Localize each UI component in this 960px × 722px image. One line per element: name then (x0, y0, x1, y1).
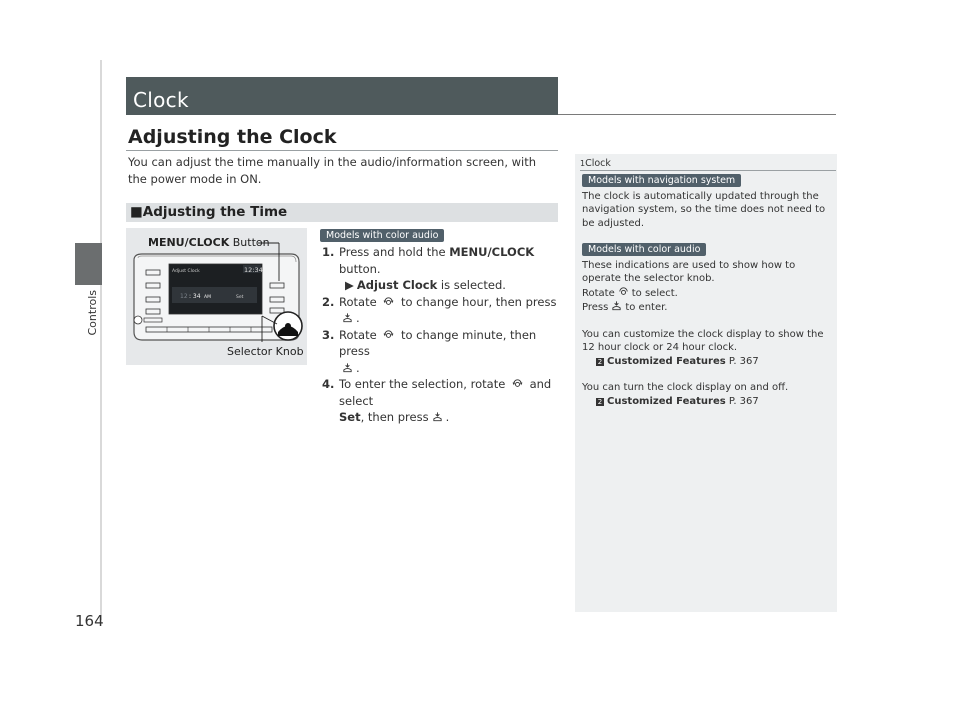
press-knob-icon (342, 362, 353, 374)
color-note: These indications are used to show how to operate the selector knob. (582, 259, 796, 284)
page-number: 164 (75, 612, 104, 630)
square-bullet-icon: ■ (130, 204, 143, 220)
step-1 (322, 244, 560, 294)
step-bold: MENU/CLOCK (449, 245, 535, 259)
intro-paragraph: You can adjust the time manually in the audio/information screen, with the power mode in ON. (128, 155, 537, 186)
rotate-knob-icon (618, 286, 629, 297)
onoff-note: You can turn the clock display on and off. (582, 382, 789, 393)
nav-badge-row (582, 174, 832, 188)
section-title: Clock (133, 88, 189, 112)
rotate-knob-icon (383, 329, 394, 340)
customized-features-ref-1[interactable] (582, 355, 832, 369)
note-text: to select. (631, 287, 678, 299)
note-text: to enter. (625, 302, 668, 313)
step-text: button. (339, 261, 381, 276)
press-knob-icon (432, 411, 443, 423)
step-bold: Set (339, 410, 361, 424)
step-text: . (445, 410, 450, 424)
step-text: to change hour, then press (400, 294, 557, 309)
step-number: 3. (322, 327, 335, 342)
chapter-tab (75, 243, 102, 285)
spacer (582, 368, 832, 381)
title-rule (558, 114, 836, 115)
note-text: Rotate (582, 287, 615, 299)
step-text: Press and hold the (339, 245, 450, 259)
step-text: To enter the selection, rotate (339, 377, 506, 391)
reference-arrow-icon: 2 (597, 397, 603, 406)
customized-features-ref-2[interactable] (582, 395, 832, 409)
step-number: 4. (322, 377, 335, 391)
notes-header-text: Clock (585, 158, 611, 169)
screen-ampm: AM (204, 295, 211, 300)
menu-clock-label-bold: MENU/CLOCK (148, 236, 230, 249)
step-text: to change minute, then press (339, 327, 537, 358)
step-text: . (356, 360, 360, 375)
color-audio-badge: Models with color audio (320, 229, 444, 242)
step-list (322, 244, 560, 426)
step-text: is selected. (437, 278, 506, 292)
spacer (582, 315, 832, 328)
step-1-result (339, 277, 560, 294)
chapter-label: Controls (86, 290, 99, 336)
customize-note: You can customize the clock display to show the 12 hour clock or 24 hour clock. (582, 328, 824, 353)
step-text: Rotate (339, 327, 377, 342)
ref-title: Customized Features (607, 355, 726, 367)
reference-arrow-icon: 2 (597, 357, 603, 366)
rotate-knob-icon (383, 296, 394, 307)
step-number: 1. (322, 245, 335, 259)
ref-title: Customized Features (607, 395, 726, 407)
button-word: Button (229, 236, 270, 249)
spacer (582, 230, 832, 243)
notes-body (582, 174, 832, 408)
rotate-note (582, 286, 832, 301)
ref-page: P. 367 (725, 395, 759, 407)
step-text: Rotate (339, 294, 377, 309)
step-bold: Adjust Clock (356, 278, 438, 292)
screen-set: Set (236, 295, 244, 300)
press-knob-icon (611, 300, 622, 312)
note-text: Press (582, 302, 609, 313)
step-4 (322, 376, 560, 426)
screen-hour: 12 (180, 293, 188, 300)
section-title-bar (126, 77, 558, 115)
step-text: , then press (360, 410, 429, 424)
screen-minute: : 34 (189, 293, 201, 300)
menu-clock-button-label (148, 236, 270, 249)
screen-clock: 12:34 (244, 266, 263, 274)
step-3-cont (339, 360, 560, 377)
notes-rule (580, 170, 836, 171)
step-3 (322, 327, 560, 377)
margin-rule (100, 60, 102, 620)
heading-rule (126, 150, 558, 151)
subheading-text: Adjusting the Time (142, 204, 288, 220)
ref-page: P. 367 (725, 355, 759, 367)
step-text: . (356, 311, 360, 325)
color-badge-row (582, 243, 832, 257)
press-note (582, 300, 832, 315)
subheading (130, 204, 287, 220)
step-2 (322, 294, 560, 327)
page-heading: Adjusting the Clock (128, 126, 337, 148)
press-knob-icon (342, 312, 353, 324)
rotate-knob-icon (512, 378, 523, 389)
notes-header (580, 158, 611, 169)
step-text: and select (339, 377, 552, 408)
nav-system-badge: Models with navigation system (582, 174, 741, 187)
screen-title: Adjust Clock (172, 269, 200, 274)
step-number: 2. (322, 294, 335, 309)
nav-note: The clock is automatically updated through the navigation system, so the time does not need to be adjusted. (582, 190, 826, 229)
note-marker-icon: 1 (580, 159, 586, 168)
selector-knob-label: Selector Knob (227, 345, 304, 358)
arrow-right-icon: ▶ (345, 278, 354, 292)
color-audio-badge-side: Models with color audio (582, 243, 706, 256)
step-4-cont (339, 409, 560, 426)
